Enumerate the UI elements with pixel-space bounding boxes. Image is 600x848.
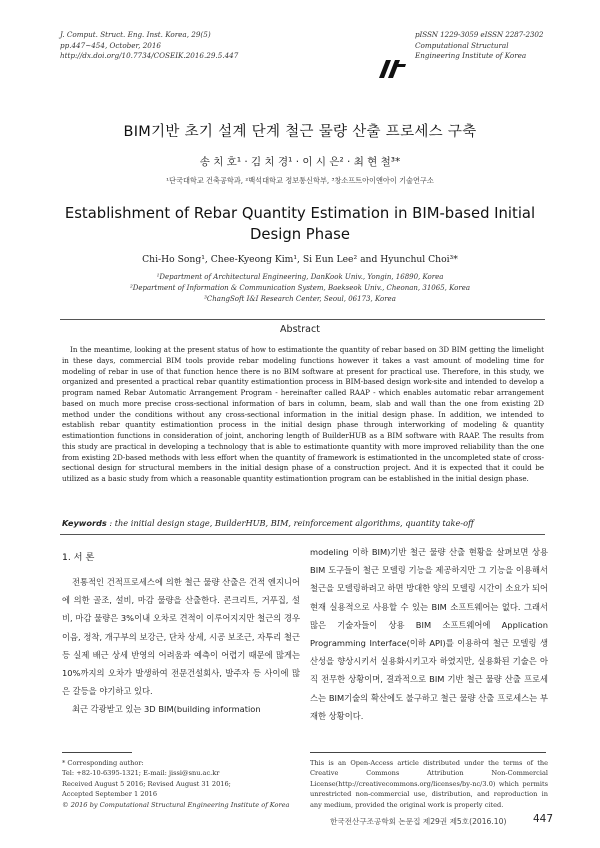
page-number: 447 (533, 813, 554, 825)
abstract-heading: Abstract (280, 324, 320, 335)
body-column-right (310, 543, 548, 725)
authors-korean: 송 치 호¹ · 김 치 경¹ · 이 시 은² · 최 현 철³* (199, 156, 401, 168)
footnote-rule (310, 752, 546, 753)
section-heading: 1. 서 론 (62, 552, 95, 563)
doi-link[interactable]: http://dx.doi.org/10.7734/COSEIK.2016.29.5.447 (60, 51, 239, 60)
keywords-list: : the initial design stage, BuilderHUB, BIM, reinforcement algorithms, quantity take-off (106, 518, 474, 528)
footnote-line: Accepted September 1 2016 (62, 790, 158, 799)
footnote-rule (62, 752, 132, 753)
affiliation-line: ³ChangSoft I&I Research Center, Seoul, 06173, Korea (204, 294, 396, 303)
society-line: Computational Structural (415, 40, 509, 50)
affiliation-line: ²Department of Information & Communication System, Baekseok Univ., Cheonan, 31065, Korea (129, 283, 471, 292)
citation-line: pp.447~454, October, 2016 (60, 40, 162, 50)
footnote-line: Tel: +82-10-6395-1321; E-mail: jissi@snu.ac.kr (62, 769, 220, 778)
paragraph: 전통적인 건적프로세스에 의한 철근 물량 산출은 건적 엔지니어에 의한 골조, 설비, 마감 물량을 산출한다. 콘크리트, 거푸집, 설비, 마감 물량은 3%이내 오차로 견적이 이루어지지만 철근의 경우 이음, 정착, 개구부의 보강근, 단차 상세, 시공 보조근, 자투리 철근 등 실제 배근 상세 반영의 어려움과 예측이 어렵기 때문에 많게는 10%까지의 오차가 발생하여 전문건설회사, 발주자 등 사이에 많은 갈등을 야기하고 있다. (62, 577, 300, 697)
keywords-label: Keywords (62, 518, 107, 528)
citation-line: J. Comput. Struct. Eng. Inst. Korea, 29(5) (60, 30, 211, 39)
body-column-left (62, 573, 300, 719)
license-note: This is an Open-Access article distributed under the terms of the Creative Commons Attribution Non-Commercial License(http://creativecommons.org/licenses/by-nc/3.0) which permits unrestricted non-commercial use, distribution, and reproduction in any medium, provided the original work is properly cited. (310, 759, 548, 809)
journal-logo-icon (377, 58, 407, 80)
title-korean: BIM기반 초기 설계 단계 철근 물량 산출 프로세스 구축 (123, 124, 477, 140)
paragraph: 최근 각광받고 있는 3D BIM(building information (72, 704, 261, 715)
footnote-line: © 2016 by Computational Structural Engineering Institute of Korea (62, 800, 290, 809)
footnote-line: Received August 5 2016; Revised August 31 2016; (62, 779, 231, 788)
issn-line: pISSN 1229-3059 eISSN 2287-2302 (415, 30, 544, 39)
abstract-rule-bottom (60, 534, 545, 535)
title-english: Establishment of Rebar Quantity Estimation in BIM-based Initial Design Phase (64, 205, 536, 243)
abstract-rule-top (60, 319, 545, 320)
keywords (62, 518, 544, 528)
paragraph: modeling 이하 BIM)기반 철근 물량 산출 현황을 살펴보면 상용 BIM 도구들이 철근 모델링 기능을 제공하지만 그 기능을 이용해서 철근을 모델링하려고 하면 방대한 양의 모델링 시간이 소요가 되어 현재 실용적으로 사용할 수 있는 BIM 소프트웨어는 없다. 그래서 많은 기술자들이 상용 BIM 소프트웨어에 Application Programming Interface(이하 API)를 이용하여 철근 모델링 생산성을 향상시키서 실용화시키고자 하였지만, 실용화된 기술은 아직 전무한 상황이며, 결과적으로 BIM 기반 철근 물량 산출 프로세스는 BIM기술의 확산에도 불구하고 철근 물량 산출 프로세스는 부재한 상황이다. (310, 547, 548, 721)
footnote-line: * Corresponding author: (62, 759, 144, 767)
abstract-text: In the meantime, looking at the present status of how to estimationte the quantity of rebar based on 3D BIM getting the limelight in these days, commercial BIM tools provide rebar modeling functions however it takes a vast amount of modeling time for modeling of rebar in use of that function hence there is no BIM software at present for practical use. Therefore, in this study, we organized and presented a practical rebar quantity estimationtion process in BIM-based design work-site and intended to develop a program named Rebar Automatic Arrangement Program - hereinafter called RAAP - which enables automatic rebar arrangement based on much more precise cross-sectional information of bars in column, beam, slab and wall than the one from existing 2D method under the conditions without any cross-sectional information in the initial design phase. In addition, we intended to establish rebar quantity estimationtion process in the initial design phase through interworking of modeling & quantity estimationtion functions in consideration of joint, anchoring length of BuilderHUB as a BIM software with RAAP. The results from this study are practical in developing a technology that is able to estimationte quantity with more improved reliability than the one from existing 2D-based methods with less effort when the quantity of framework is estimationted in the uncompleted state of cross-sectional design for structural members in the initial design phase of a construction project. And it is expected that it could be utilized as a basic study from which a reasonable quantity estimationtion program can be established in the initial design phase. (62, 345, 544, 483)
affiliation-korean: ¹단국대학교 건축공학과, ²백석대학교 정보통신학부, ³창소프트아이앤아이 기술연구소 (166, 176, 434, 185)
affiliation-line: ¹Department of Architectural Engineering, DanKook Univ., Yongin, 16890, Korea (156, 273, 444, 281)
issn-block (415, 30, 543, 62)
footnote-correspondence (62, 758, 302, 810)
journal-footer: 한국전산구조공학회 논문집 제29권 제5호(2016.10) (330, 817, 507, 826)
authors-english: Chi-Ho Song¹, Chee-Kyeong Kim¹, Si Eun Lee² and Hyunchul Choi³* (142, 254, 458, 265)
affiliations-english (0, 272, 600, 304)
society-line: Engineering Institute of Korea (415, 51, 527, 60)
journal-citation (60, 30, 238, 62)
